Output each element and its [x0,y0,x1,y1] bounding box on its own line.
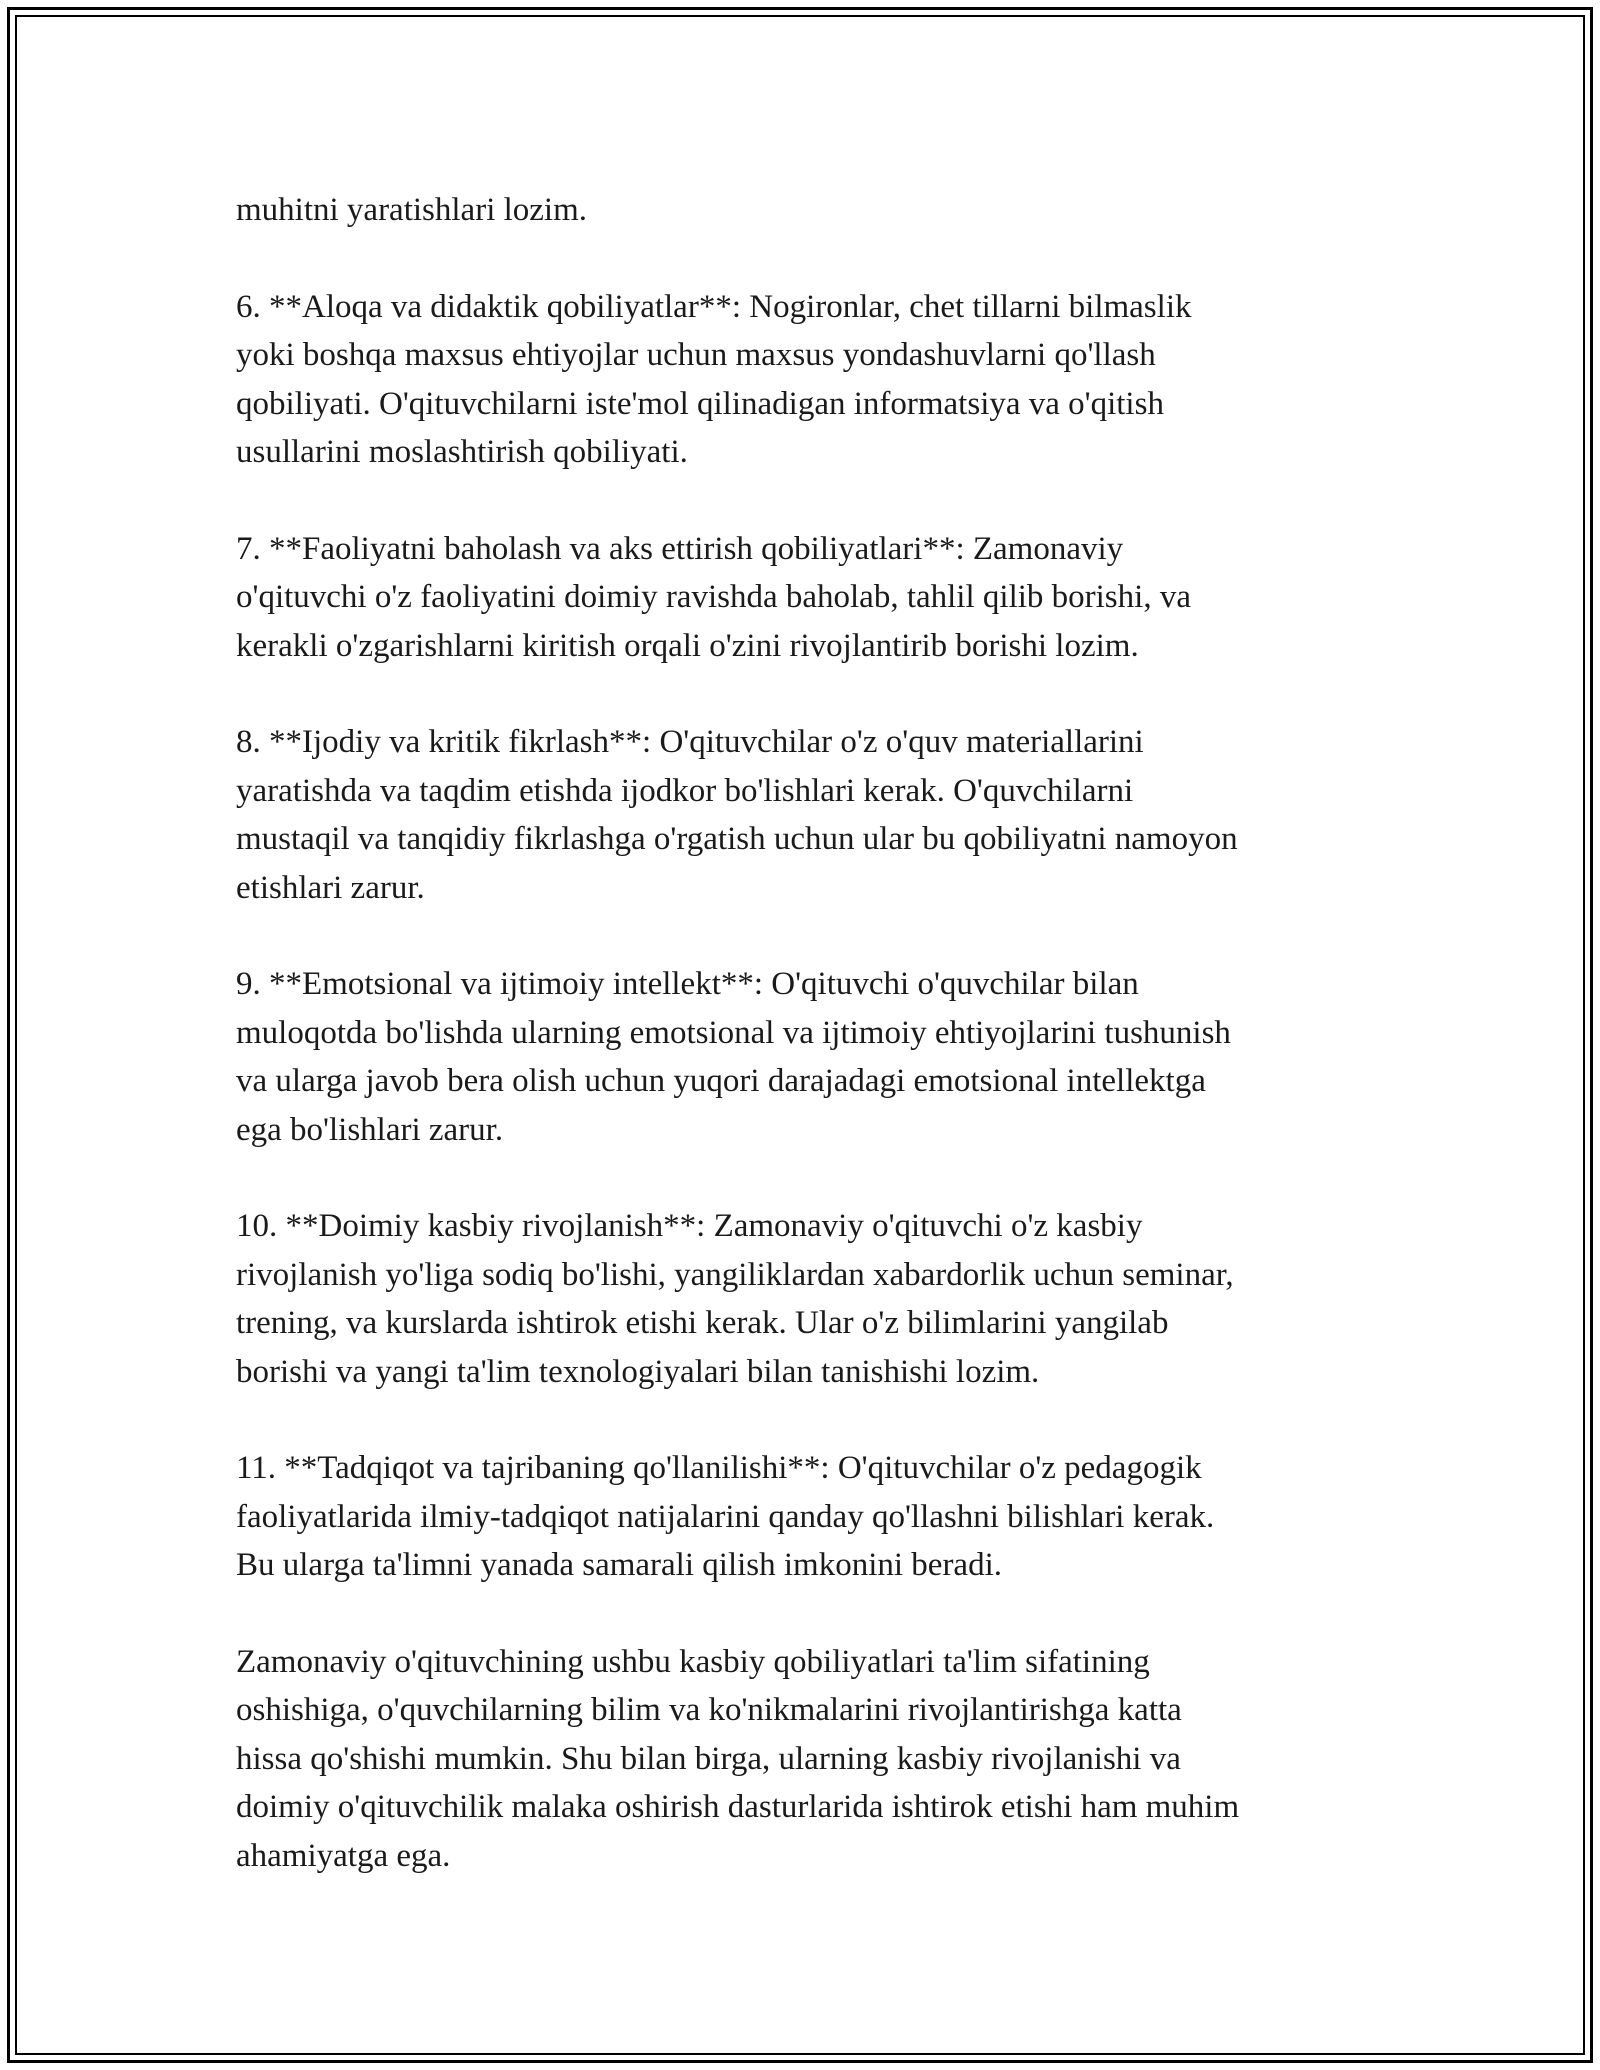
text-line: borishi va yangi ta'lim texnologiyalari bilan tanishishi lozim. [236,1353,1040,1390]
text-line: faoliyatlarida ilmiy-tadqiqot natijalarini qanday qo'llashni bilishlari kerak. [236,1498,1215,1535]
paragraph-item-7 [236,525,1366,670]
paragraph-continuation [236,186,1366,234]
text-line: trening, va kurslarda ishtirok etishi kerak. Ular o'z bilimlarini yangilab [236,1305,1169,1342]
text-line: mustaqil va tanqidiy fikrlashga o'rgatish uchun ular bu qobiliyatni namoyon [236,821,1238,858]
text-line: ahamiyatga ega. [236,1837,451,1874]
text-line: 6. **Aloqa va didaktik qobiliyatlar**: Nogironlar, chet tillarni bilmaslik [236,288,1192,325]
text-line: kerakli o'zgarishlarni kiritish orqali o'zini rivojlantirib borishi lozim. [236,627,1139,664]
text-line: ega bo'lishlari zarur. [236,1111,504,1148]
text-line: doimiy o'qituvchilik malaka oshirish dasturlarida ishtirok etishi ham muhim [236,1789,1240,1826]
document-body [236,186,1366,1880]
text-line: oshishiga, o'quvchilarning bilim va ko'nikmalarini rivojlantirishga katta [236,1692,1182,1729]
paragraph-item-8 [236,718,1366,912]
paragraph-conclusion [236,1638,1366,1880]
text-line: muhitni yaratishlari lozim. [236,192,588,228]
text-line: va ularga javob bera olish uchun yuqori darajadagi emotsional intellektga [236,1063,1206,1100]
paragraph-item-6 [236,283,1366,477]
text-line: 9. **Emotsional va ijtimoiy intellekt**: O'qituvchi o'quvchilar bilan [236,966,1139,1003]
text-line: 11. **Tadqiqot va tajribaning qo'llanilishi**: O'qituvchilar o'z pedagogik [236,1450,1202,1487]
paragraph-item-9 [236,960,1366,1154]
paragraph-item-11 [236,1444,1366,1589]
text-line: 7. **Faoliyatni baholash va aks ettirish qobiliyatlari**: Zamonaviy [236,530,1124,567]
text-line: qobiliyati. O'qituvchilarni iste'mol qilinadigan informatsiya va o'qitish [236,385,1164,422]
text-line: hissa qo'shishi mumkin. Shu bilan birga, ularning kasbiy rivojlanishi va [236,1740,1181,1777]
text-line: rivojlanish yo'liga sodiq bo'lishi, yangiliklardan xabardorlik uchun seminar, [236,1256,1234,1293]
text-line: yoki boshqa maxsus ehtiyojlar uchun maxsus yondashuvlarni qo'llash [236,337,1156,374]
text-line: o'qituvchi o'z faoliyatini doimiy ravishda baholab, tahlil qilib borishi, va [236,579,1191,616]
text-line: 8. **Ijodiy va kritik fikrlash**: O'qituvchilar o'z o'quv materiallarini [236,724,1144,761]
text-line: muloqotda bo'lishda ularning emotsional va ijtimoiy ehtiyojlarini tushunish [236,1014,1231,1051]
text-line: Zamonaviy o'qituvchining ushbu kasbiy qobiliyatlari ta'lim sifatining [236,1644,1150,1681]
paragraph-item-10 [236,1202,1366,1396]
text-line: 10. **Doimiy kasbiy rivojlanish**: Zamonaviy o'qituvchi o'z kasbiy [236,1208,1143,1245]
text-line: usullarini moslashtirish qobiliyati. [236,434,688,471]
text-line: etishlari zarur. [236,869,425,906]
text-line: Bu ularga ta'limni yanada samarali qilish imkonini beradi. [236,1547,1002,1584]
text-line: yaratishda va taqdim etishda ijodkor bo'lishlari kerak. O'quvchilarni [236,772,1134,809]
